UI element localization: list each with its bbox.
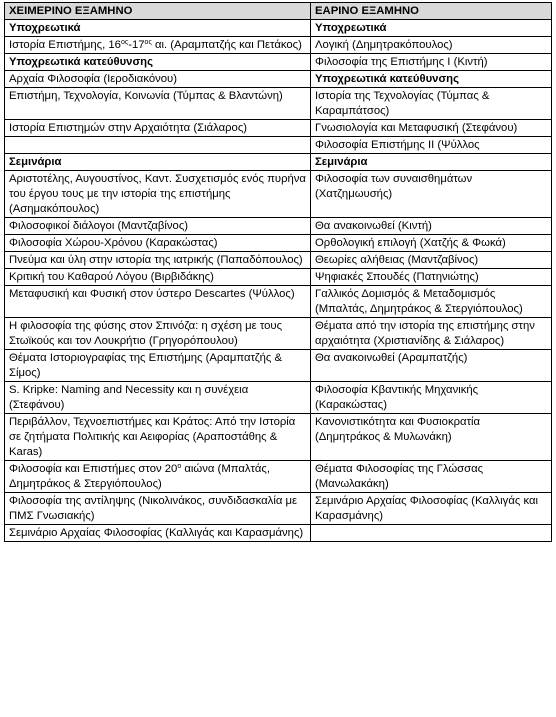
seminar-cell: Μεταφυσική και Φυσική στον ύστερο Descartes (Ψύλλος) xyxy=(5,286,311,318)
table-row xyxy=(5,350,552,382)
seminar-cell: Η φιλοσοφία της φύσης στον Σπινόζα: η σχέση με τους Στωϊκούς και τον Λουκρήτιο (Γρηγορόπουλου) xyxy=(5,318,311,350)
course-cell: Ιστορία της Τεχνολογίας (Τύμπας & Καραμπάτσος) xyxy=(311,88,552,120)
compulsory-heading-row xyxy=(5,20,552,37)
table-row xyxy=(5,252,552,269)
curriculum-table xyxy=(4,2,552,542)
header-row xyxy=(5,3,552,20)
course-cell: Λογική (Δημητρακόπουλος) xyxy=(311,37,552,54)
seminar-cell: Θα ανακοινωθεί (Κιντή) xyxy=(311,218,552,235)
spring-track-heading: Υποχρεωτικά κατεύθυνσης xyxy=(311,71,552,88)
seminar-cell: Φιλοσοφικοί διάλογοι (Μαντζαβίνος) xyxy=(5,218,311,235)
course-cell: Ιστορία Επιστημών στην Αρχαιότητα (Σιάλαρος) xyxy=(5,120,311,137)
table-row xyxy=(5,269,552,286)
spring-semester-header: ΕΑΡΙΝΟ ΕΞΑΜΗΝΟ xyxy=(311,3,552,20)
seminar-cell: Κριτική του Καθαρού Λόγου (Βιρβιδάκης) xyxy=(5,269,311,286)
winter-compulsory-heading: Υποχρεωτικά xyxy=(5,20,311,37)
table-row xyxy=(5,218,552,235)
course-cell: Φιλοσοφία Επιστήμης ΙΙ (Ψύλλος xyxy=(311,137,552,154)
course-cell: Φιλοσοφία της Επιστήμης Ι (Κιντή) xyxy=(311,54,552,71)
seminar-cell: Θέματα Φιλοσοφίας της Γλώσσας (Μανωλακάκη) xyxy=(311,461,552,493)
table-row xyxy=(5,54,552,71)
seminar-cell: Θέματα Ιστοριογραφίας της Επιστήμης (Αραμπατζής & Σίμος) xyxy=(5,350,311,382)
table-row xyxy=(5,37,552,54)
seminar-cell: Περιβάλλον, Τεχνοεπιστήμες και Κράτος: Από την Ιστορία σε ζητήματα Πολιτικής και Αειφορίας (Αραποστάθης & Karas) xyxy=(5,414,311,461)
table-row xyxy=(5,286,552,318)
table-row xyxy=(5,120,552,137)
seminar-cell: Ορθολογική επιλογή (Χατζής & Φωκά) xyxy=(311,235,552,252)
seminar-cell: Φιλοσοφία της αντίληψης (Νικολινάκος, συνδιδασκαλία με ΠΜΣ Γνωσιακής) xyxy=(5,493,311,525)
table-row xyxy=(5,525,552,542)
seminar-cell: Φιλοσοφία των συναισθημάτων (Χατζημωυσής) xyxy=(311,171,552,218)
course-cell: Επιστήμη, Τεχνολογία, Κοινωνία (Τύμπας & Βλαντώνη) xyxy=(5,88,311,120)
table-row xyxy=(5,382,552,414)
seminar-cell: Σεμινάριο Αρχαίας Φιλοσοφίας (Καλλιγάς και Καρασμάνης) xyxy=(311,493,552,525)
history-course-mid: -17 xyxy=(128,39,145,51)
winter-seminars-heading: Σεμινάρια xyxy=(5,154,311,171)
seminar-cell: Κανονιστικότητα και Φυσιοκρατία (Δημητράκος & Μυλωνάκη) xyxy=(311,414,552,461)
seminar-cell xyxy=(5,461,311,493)
course-cell: Αρχαία Φιλοσοφία (Ιεροδιακόνου) xyxy=(5,71,311,88)
ordinal-superscript: ο xyxy=(177,463,182,470)
table-row xyxy=(5,235,552,252)
table-row xyxy=(5,318,552,350)
ordinal-superscript: ος xyxy=(144,39,152,46)
seminar-cell: Θα ανακοινωθεί (Αραμπατζής) xyxy=(311,350,552,382)
table-row xyxy=(5,493,552,525)
spring-seminars-heading: Σεμινάρια xyxy=(311,154,552,171)
winter-semester-header: ΧΕΙΜΕΡΙΝΟ ΕΞΑΜΗΝΟ xyxy=(5,3,311,20)
course-cell xyxy=(5,37,311,54)
seminar-cell: Πνεύμα και ύλη στην ιστορία της ιατρικής (Παπαδόπουλος) xyxy=(5,252,311,269)
spring-compulsory-heading: Υποχρεωτικά xyxy=(311,20,552,37)
table-row xyxy=(5,171,552,218)
winter-track-heading: Υποχρεωτικά κατεύθυνσης xyxy=(5,54,311,71)
seminar-cell: Θέματα από την ιστορία της επιστήμης στην αρχαιότητα (Χριστιανίδης & Σιάλαρος) xyxy=(311,318,552,350)
seminar-cell: Θεωρίες αλήθειας (Μαντζαβίνος) xyxy=(311,252,552,269)
history-course-prefix: Ιστορία Επιστήμης, 16 xyxy=(9,39,121,51)
table-row xyxy=(5,137,552,154)
phil20-suffix: αιώνα (Μπαλτάς, Δημητράκος & Στεργιόπουλος) xyxy=(9,463,270,490)
empty-cell xyxy=(5,137,311,154)
table-row xyxy=(5,71,552,88)
table-row xyxy=(5,414,552,461)
seminar-cell: Ψηφιακές Σπουδές (Πατηνιώτης) xyxy=(311,269,552,286)
seminar-cell: Σεμινάριο Αρχαίας Φιλοσοφίας (Καλλιγάς και Καρασμάνης) xyxy=(5,525,311,542)
seminars-heading-row xyxy=(5,154,552,171)
seminar-cell: Αριστοτέλης, Αυγουστίνος, Καντ. Συσχετισμός ενός πυρήνα του έργου τους με την ιστορία της επιστήμης (Ασημακόπουλος) xyxy=(5,171,311,218)
course-cell: Γνωσιολογία και Μεταφυσική (Στεφάνου) xyxy=(311,120,552,137)
table-row xyxy=(5,88,552,120)
phil20-prefix: Φιλοσοφία και Επιστήμες στον 20 xyxy=(9,463,178,475)
table-row xyxy=(5,461,552,493)
seminar-cell: S. Kripke: Naming and Necessity και η συνέχεια (Στεφάνου) xyxy=(5,382,311,414)
seminar-cell: Φιλοσοφία Κβαντικής Μηχανικής (Καρακώστας) xyxy=(311,382,552,414)
seminar-cell: Φιλοσοφία Χώρου-Χρόνου (Καρακώστας) xyxy=(5,235,311,252)
empty-cell xyxy=(311,525,552,542)
history-course-suffix: αι. (Αραμπατζής και Πετάκος) xyxy=(151,39,302,51)
seminar-cell: Γαλλικός Δομισμός & Μεταδομισμός (Μπαλτάς, Δημητράκος & Στεργιόπουλος) xyxy=(311,286,552,318)
ordinal-superscript: ος xyxy=(120,39,129,46)
